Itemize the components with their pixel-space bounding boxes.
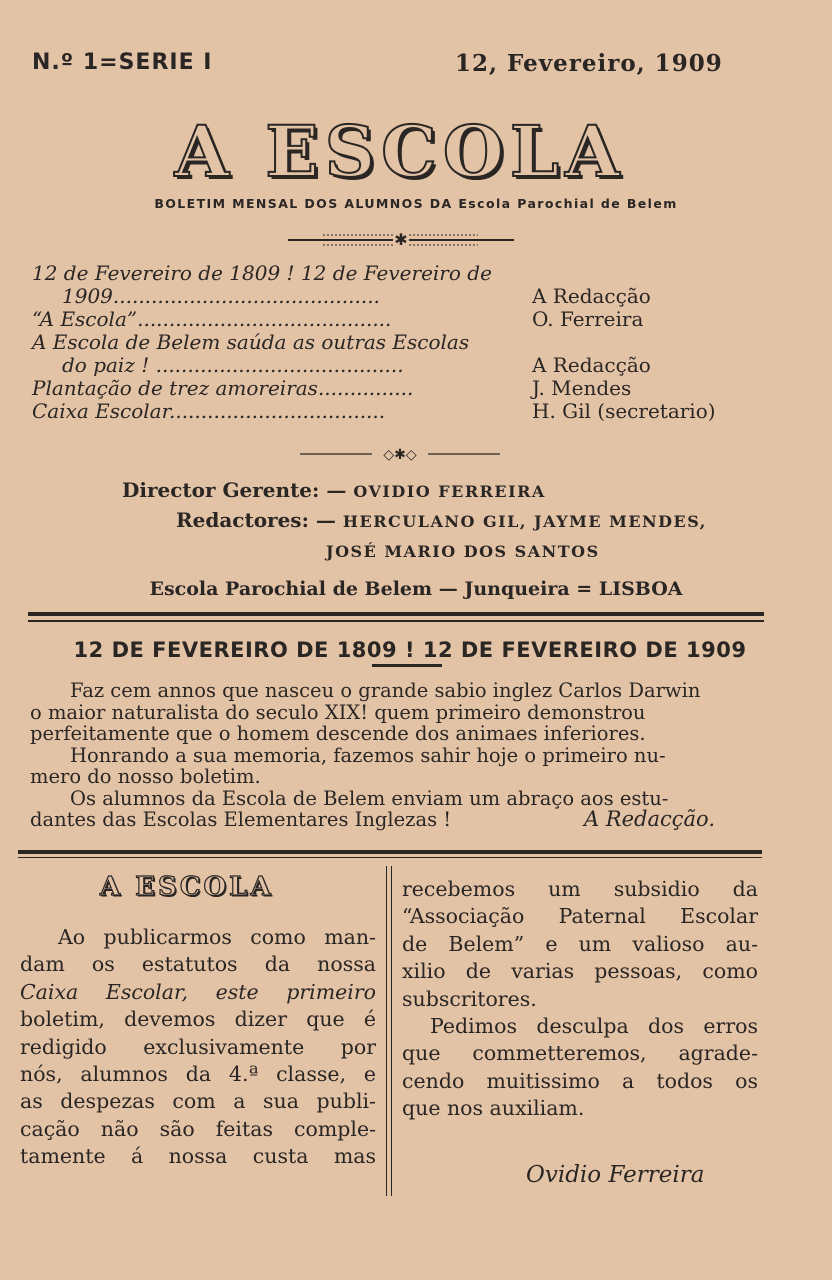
- director-label: Director Gerente:: [122, 478, 320, 502]
- article-left-line-4: boletim, devemos dizer que é: [20, 1007, 376, 1032]
- editorial-line-3: perfeitamente que o homem descende dos animaes inferiores.: [30, 722, 646, 745]
- masthead-title: A ESCOLA: [174, 110, 626, 193]
- article-right-line-5: subscritores.: [402, 986, 537, 1011]
- svg-text:✱: ✱: [394, 230, 408, 248]
- article-right-line-1: recebemos um subsidio da: [402, 877, 758, 901]
- toc-entry-3-line1: A Escola de Belem saúda as outras Escolas: [32, 330, 470, 354]
- article-left-line-2: dam os estatutos da nossa: [20, 952, 376, 977]
- toc-entry-2-author: O. Ferreira: [532, 307, 644, 331]
- toc-entry-1-author: A Redacção: [532, 284, 651, 308]
- article-right-line-2: “Associação Paternal Escolar: [402, 904, 758, 929]
- article-left-line-5: redigido exclusivamente por: [20, 1034, 376, 1059]
- toc-entry-1-line2: 1909..........................................: [62, 284, 380, 308]
- article-right-line-9: que nos auxiliam.: [402, 1096, 585, 1121]
- toc-entry-3: [32, 354, 772, 377]
- editorial-line-7-text: dantes das Escolas Elementares Inglezas !: [30, 808, 452, 831]
- editorial-line-7: [30, 809, 765, 831]
- ornament-divider: [288, 228, 514, 248]
- editorial-line-6: Os alumnos da Escola de Belem enviam um abraço aos estu-: [70, 786, 669, 810]
- svg-text:◇✱◇: ◇✱◇: [383, 447, 417, 462]
- issue-date: 12, Fevereiro, 1909: [455, 50, 723, 77]
- toc-entry-4-author: J. Mendes: [532, 376, 632, 400]
- article-left-line-6: nós, alumnos da 4.ª classe, e: [20, 1062, 376, 1087]
- column-divider: [386, 866, 387, 1196]
- toc-entry-5: [32, 400, 772, 423]
- article-left-line-9: tamente á nossa custa mas: [20, 1144, 376, 1169]
- article-right-line-6: Pedimos desculpa dos erros: [430, 1014, 758, 1039]
- editors-line: Redactores: — HERCULANO GIL, JAYME MENDES,: [176, 508, 707, 532]
- toc-entry-4: [32, 377, 772, 400]
- toc-entry-1-line1: 12 de Fevereiro de 1809 ! 12 de Fevereiro de: [32, 261, 492, 285]
- toc-entry-2: [32, 308, 772, 331]
- editorial-title: 12 DE FEVEREIRO DE 1809 ! 12 DE FEVEREIRO DE 1909: [73, 638, 747, 662]
- toc-entry-3-author: A Redacção: [532, 353, 651, 377]
- school-address: Escola Parochial de Belem — Junqueira = LISBOA: [149, 578, 683, 600]
- article-right-line-3: de Belem” e um valioso au-: [402, 931, 758, 956]
- article-signature: Ovidio Ferreira: [526, 1162, 705, 1188]
- article-right-column: [402, 876, 758, 1123]
- divider-rule: [28, 612, 764, 616]
- editors-names-1: HERCULANO GIL, JAYME MENDES,: [342, 512, 707, 531]
- editorial-line-4: Honrando a sua memoria, fazemos sahir hoje o primeiro nu-: [70, 743, 666, 767]
- article-left-line-3: Caixa Escolar, este primeiro: [20, 979, 376, 1004]
- director-name: OVIDIO FERREIRA: [353, 482, 546, 501]
- editorial-line-5: mero do nosso boletim.: [30, 765, 261, 788]
- editors-names-2: JOSÉ MARIO DOS SANTOS: [326, 542, 600, 561]
- article-divider-rule-thin: [18, 857, 762, 858]
- article-right-line-4: xilio de varias pessoas, como: [402, 959, 758, 984]
- toc-entry-1: [32, 285, 772, 308]
- article-left-line-7: as despezas com a sua publi-: [20, 1089, 376, 1114]
- ornament-divider-small: [300, 446, 500, 462]
- toc-entry-2-title: “A Escola”........................................: [32, 307, 392, 331]
- toc-entry-5-author: H. Gil (secretario): [532, 399, 716, 423]
- article-left-line-1: Ao publicarmos como man-: [58, 925, 376, 949]
- article-left-column: [20, 924, 376, 1171]
- toc-entry-3-line2: do paiz ! .......................................: [62, 353, 404, 377]
- editorial-title-underline: [372, 664, 442, 667]
- toc-entry-5-title: Caixa Escolar..................................: [32, 399, 386, 423]
- article-left-line-8: cação não são feitas comple-: [20, 1116, 376, 1141]
- editors-label: Redactores:: [176, 508, 309, 532]
- toc-entry-4-title: Plantação de trez amoreiras...............: [32, 376, 414, 400]
- issue-number: N.º 1=SERIE I: [32, 50, 213, 75]
- article-right-line-8: cendo muitissimo a todos os: [402, 1068, 758, 1093]
- article-title: A ESCOLA: [100, 872, 274, 902]
- article-divider-rule: [18, 850, 762, 854]
- director-line: Director Gerente: — OVIDIO FERREIRA: [122, 478, 546, 502]
- masthead: [150, 110, 650, 193]
- divider-rule-thin: [28, 620, 764, 622]
- column-divider-2: [391, 866, 392, 1196]
- masthead-subtitle: BOLETIM MENSAL DOS ALUMNOS DA Escola Parochial de Belem: [154, 196, 678, 211]
- article-right-line-7: que commetteremos, agrade-: [402, 1041, 758, 1066]
- editorial-line-2: o maior naturalista do seculo XIX! quem primeiro demonstrou: [30, 700, 646, 724]
- editorial-signature: A Redacção.: [583, 807, 715, 831]
- editorial-line-1: Faz cem annos que nasceu o grande sabio inglez Carlos Darwin: [70, 679, 701, 702]
- editors-line-2: [326, 538, 600, 562]
- editorial-body: [30, 680, 765, 831]
